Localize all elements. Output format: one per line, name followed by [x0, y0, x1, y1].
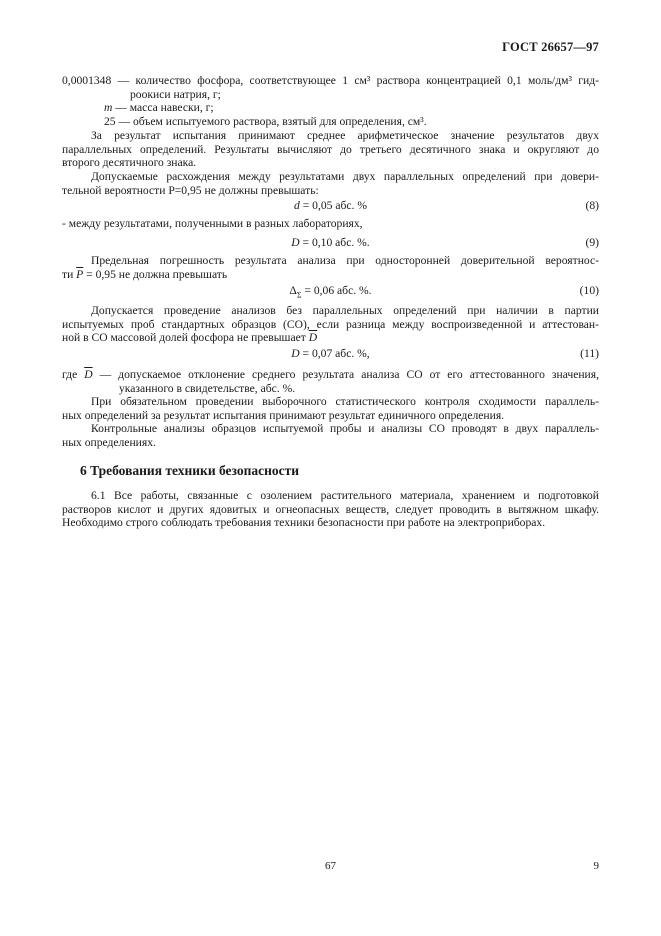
single-analysis-paragraph: Допускается проведение анализов без параллельных определений при наличии в партии испытуемых проб стандартных образцов (СО), если разница между воспроизведенной и аттестован- ной в СО массовой долей фосфора не превышает $\overline{D}$ — [62, 304, 599, 345]
definition-line: 0,0001348 — количество фосфора, соответствующее 1 см³ раствора концентрацией 0,1 моль/дм³ гид- — [62, 74, 599, 87]
page-number: 67 — [325, 860, 336, 872]
statistical-control-paragraph: При обязательном проведении выборочного статистического контроля сходимости параллель- ных определений за результат испытания принимают результат единичного определения. — [62, 395, 599, 422]
variable-d-bar: $\overline{D}$ — [84, 368, 93, 381]
formula-8: d = 0,05 абс. % (8) — [294, 199, 599, 212]
formula-number: (10) — [579, 284, 599, 297]
section-heading: 6 Требования техники безопасности — [80, 463, 300, 478]
limit-error-paragraph: Предельная погрешность результата анализа при односторонней доверительной вероятнос- ти $\overline{P} = 0,95$ не должна превышать — [62, 254, 599, 281]
formula-10: $\Delta_\Sigma = 0,06$ абс. %. (10) — [289, 284, 599, 300]
result-paragraph: За результат испытания принимают среднее арифметическое значение результатов двух параллельных определений. Результаты вычисляют до третьего десятичного знака и округляют до второго десятичного знака. — [62, 129, 599, 170]
definition-line: роокиси натрия, г; — [130, 87, 221, 101]
formula-11: D = 0,07 абс. %, (11) — [291, 347, 599, 360]
formula-9: D = 0,10 абс. %. (9) — [291, 236, 599, 249]
variable-d-bar: $\overline{D}$ — [308, 331, 318, 345]
variable-p-bar: $\overline{P}$ — [76, 267, 84, 281]
sheet-number: 9 — [593, 860, 599, 872]
definitions — [62, 74, 599, 128]
formula-number: (8) — [585, 199, 599, 212]
variable-m: m — [104, 101, 113, 115]
standard-designation: ГОСТ 26657—97 — [502, 40, 599, 54]
section-6-paragraph: 6.1 Все работы, связанные с озолением растительного материала, хранением и подготовкой растворов кислот и других ядовитых и огнеопасных веществ, следует проводить в вытяжном шкафу. Необходимо строго соблюдать требования техники безопасности при работе на электроприборах. — [62, 489, 599, 530]
definition-line: 25 — объем испытуемого раствора, взятый для определения, см³. — [104, 114, 427, 128]
between-labs-text: - между результатами, полученными в разных лабораториях, — [62, 217, 363, 230]
control-analyses-paragraph: Контрольные анализы образцов испытуемой пробы и анализы СО проводят в двух параллель- ных определениях. — [62, 422, 599, 449]
formula-number: (11) — [580, 347, 599, 360]
definition-line: m — масса навески, г; — [104, 101, 214, 115]
discrepancy-paragraph: Допускаемые расхождения между результатами двух параллельных определений при довери- тельной вероятности P=0,95 не должны превышать: — [62, 170, 599, 197]
where-definition: где $\overline{D}$ — допускаемое отклонение среднего результата анализа СО от его аттестованного значения, указанного в свидетельстве, абс. %. — [62, 368, 599, 395]
formula-number: (9) — [585, 236, 599, 249]
